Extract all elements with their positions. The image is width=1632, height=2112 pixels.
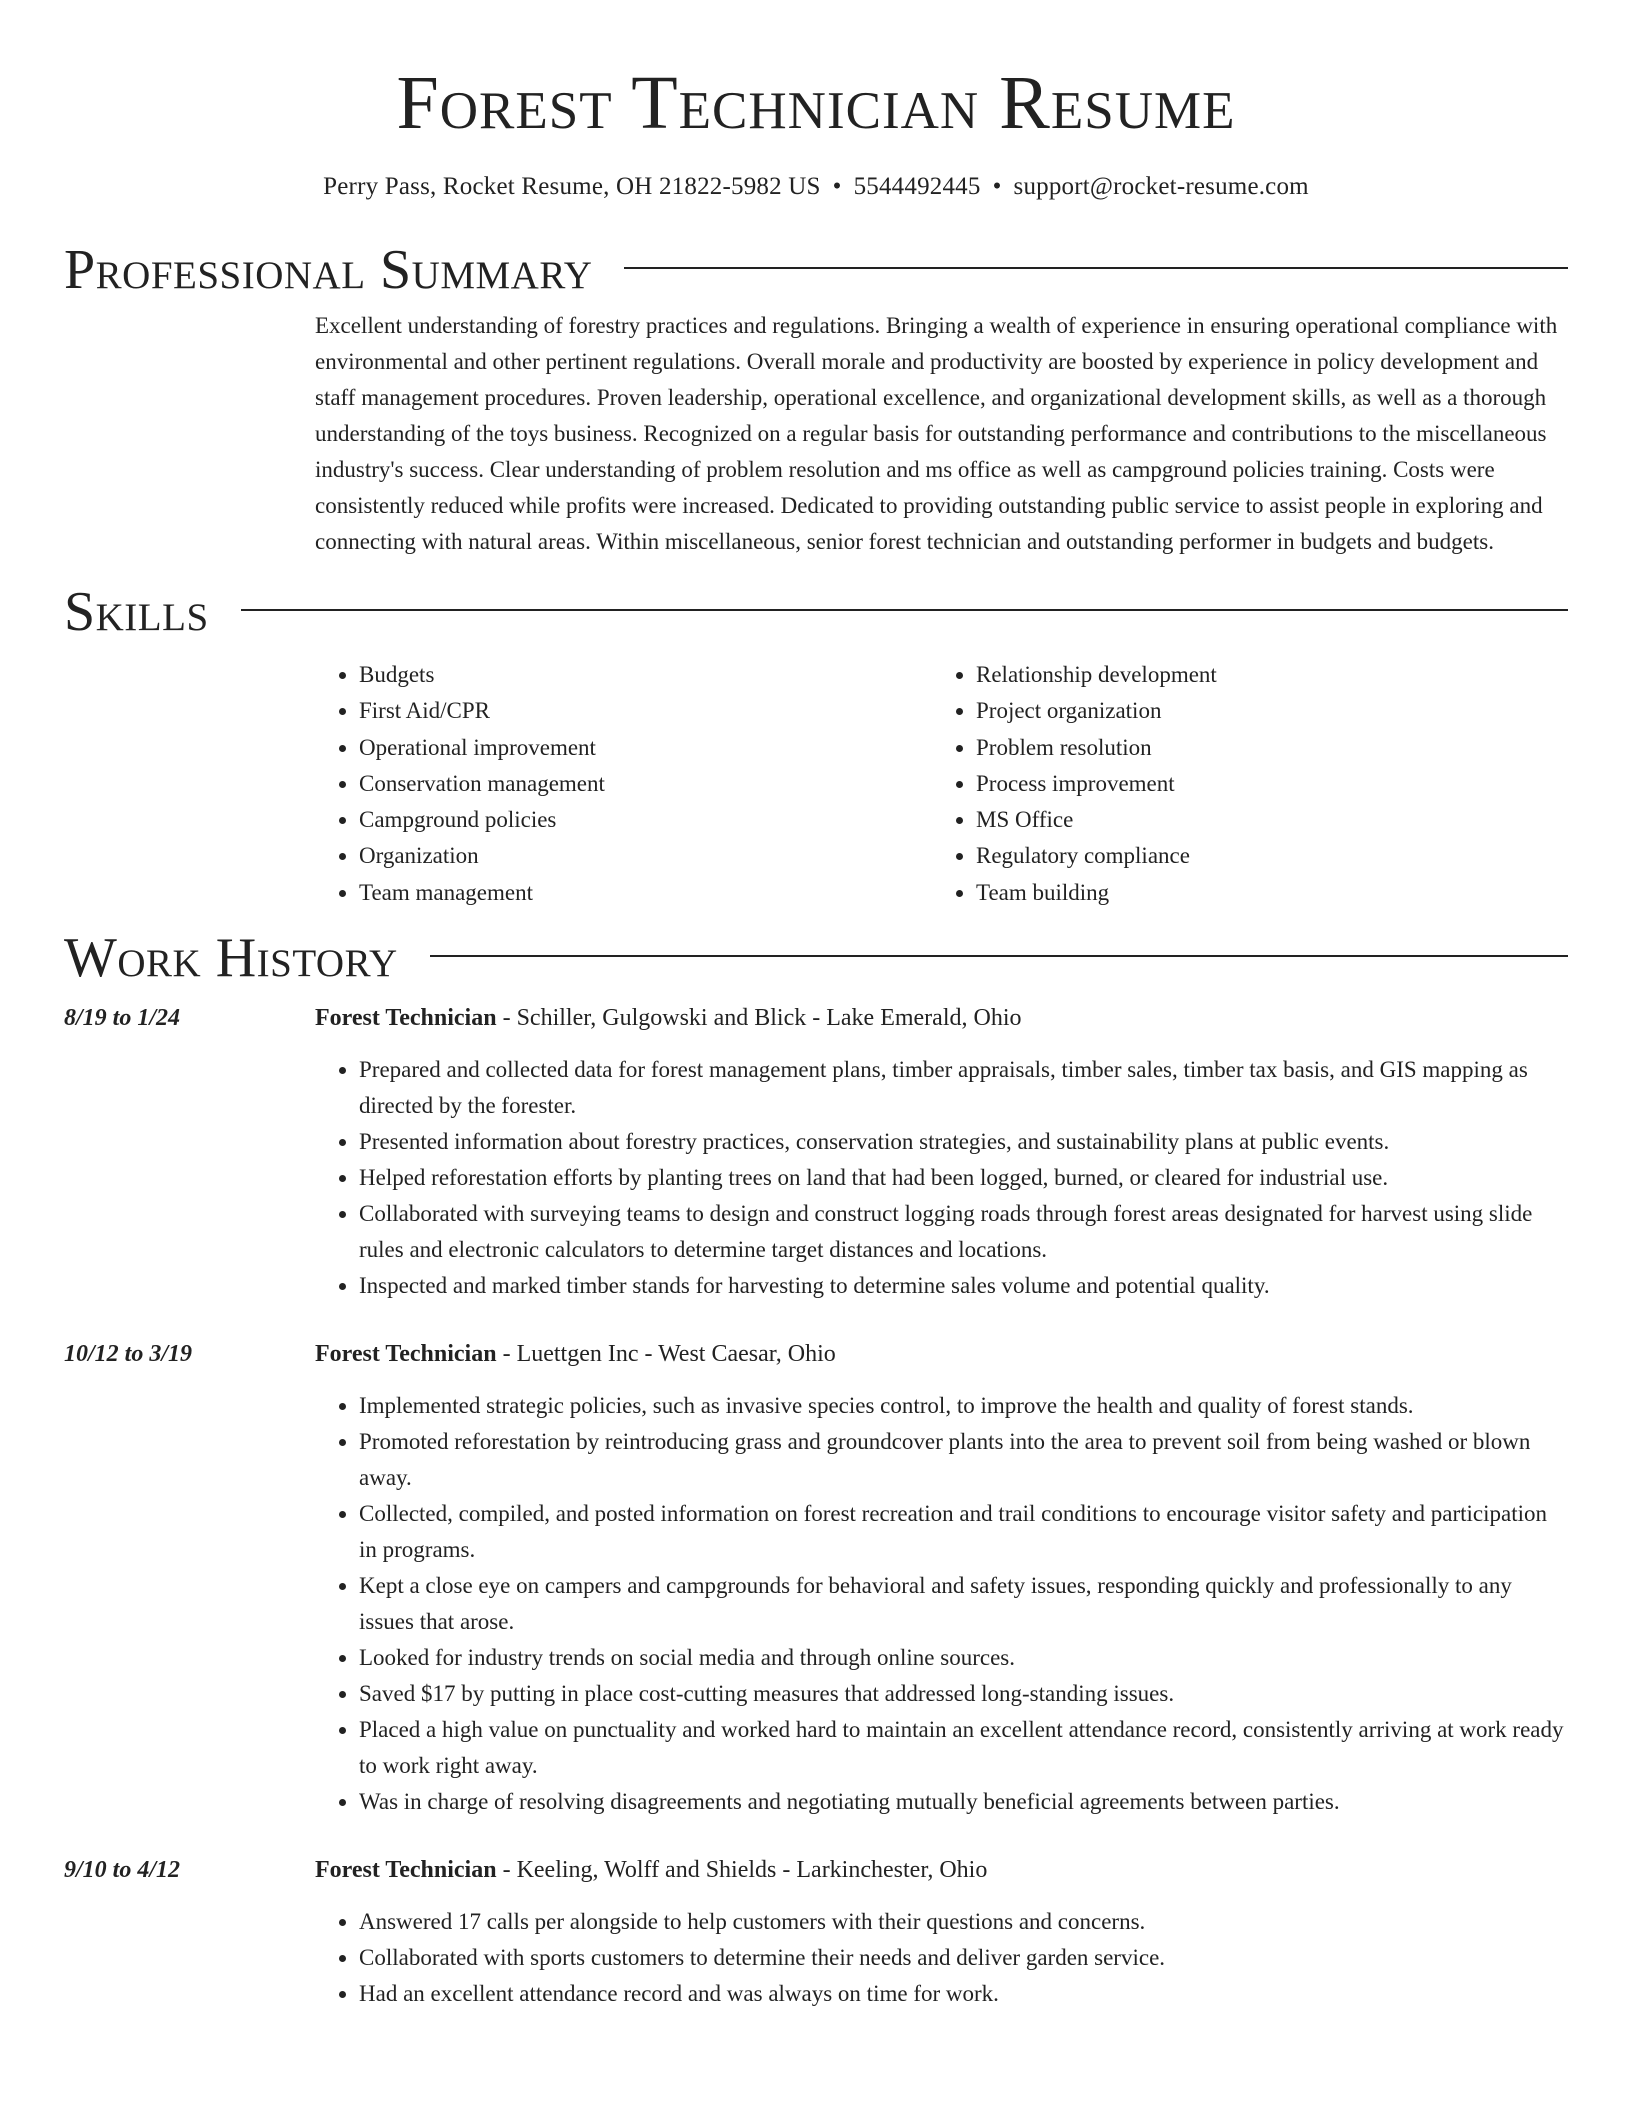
skill-item: • Operational improvement [359, 730, 932, 766]
skill-item: • Budgets [359, 657, 932, 693]
skill-item: • Conservation management [359, 766, 932, 802]
job-details [315, 1000, 1568, 1304]
skill-item: • Regulatory compliance [976, 838, 1217, 874]
skill-item: • Relationship development [976, 657, 1217, 693]
job-dates: 8/19 to 1/24 [64, 1005, 181, 1032]
summary-section [315, 308, 1568, 560]
job-position: Forest Technician [315, 1005, 497, 1032]
job-employer: - Luettgen Inc - West Caesar, Ohio [496, 1341, 836, 1368]
job-bullets [315, 1904, 1568, 2012]
job-bullet: • Inspected and marked timber stands for harvesting to determine sales volume and potential quality. [359, 1268, 1568, 1304]
job-entry [64, 1336, 1568, 1820]
job-bullet: • Promoted reforestation by reintroducing grass and groundcover plants into the area to prevent soil from being washed or blown away. [359, 1424, 1568, 1496]
job-bullet: • Looked for industry trends on social media and through online sources. [359, 1640, 1568, 1676]
skill-item: • First Aid/CPR [359, 693, 932, 729]
skill-item: • Problem resolution [976, 730, 1217, 766]
summary-text: Excellent understanding of forestry practices and regulations. Bringing a wealth of experience in ensuring operational compliance with environmental and other pertinent regulations. Overall morale and productivity are boosted by experience in policy development and staff management procedures. Proven leadership, operational excellence, and organizational development skills, as well as a thorough understanding of the toys business. Recognized on a regular basis for outstanding performance and contributions to the miscellaneous industry's success. Clear understanding of problem resolution and ms office as well as campground policies training. Costs were consistently reduced while profits were increased. Dedicated to providing outstanding public service to assist people in exploring and connecting with natural areas. Within miscellaneous, senior forest technician and outstanding performer in budgets and budgets. [315, 313, 1558, 554]
section-divider [430, 955, 1568, 957]
resume-page [64, 0, 1568, 2012]
skill-item: • Team building [976, 875, 1217, 911]
skill-item: • Campground policies [359, 802, 932, 838]
resume-title: Forest Technician Resume [396, 61, 1236, 145]
job-details [315, 1852, 1568, 2012]
skill-item: • Team management [359, 875, 932, 911]
job-details [315, 1336, 1568, 1820]
job-bullet: • Answered 17 calls per alongside to help customers with their questions and concerns. [359, 1904, 1568, 1940]
summary-heading: Professional Summary [64, 239, 593, 301]
job-position: Forest Technician [315, 1857, 497, 1884]
job-bullet: • Collected, compiled, and posted information on forest recreation and trail conditions to encourage visitor safety and participation in programs. [359, 1496, 1568, 1568]
section-divider [624, 267, 1568, 269]
skills-list-right [932, 657, 1217, 911]
summary-section-header [64, 237, 1568, 303]
section-divider [241, 609, 1568, 611]
skills-list-left [315, 657, 932, 911]
job-bullet: • Placed a high value on punctuality and worked hard to maintain an excellent attendance record, consistently arriving at work ready to work right away. [359, 1712, 1568, 1784]
job-dates: 9/10 to 4/12 [64, 1857, 181, 1884]
skill-item: • Process improvement [976, 766, 1217, 802]
job-bullet: • Kept a close eye on campers and campgrounds for behavioral and safety issues, responding quickly and professionally to any issues that arose. [359, 1568, 1568, 1640]
work-section-header [64, 925, 1568, 991]
contact-address: Perry Pass, Rocket Resume, OH 21822-5982 US [323, 173, 821, 200]
job-bullet: • Collaborated with sports customers to determine their needs and deliver garden service. [359, 1940, 1568, 1976]
contact-line [64, 172, 1568, 202]
job-bullet: • Saved $17 by putting in place cost-cutting measures that addressed long-standing issues. [359, 1676, 1568, 1712]
job-bullets [315, 1052, 1568, 1304]
job-bullet: • Helped reforestation efforts by planting trees on land that had been logged, burned, or cleared for industrial use. [359, 1160, 1568, 1196]
job-bullet: • Collaborated with surveying teams to design and construct logging roads through forest areas designated for harvest using slide rules and electronic calculators to determine target distances and locations. [359, 1196, 1568, 1268]
job-entry [64, 1852, 1568, 2012]
job-entry [64, 1000, 1568, 1304]
skills-section-header [64, 579, 1568, 645]
job-dates: 10/12 to 3/19 [64, 1341, 193, 1368]
contact-separator: • [992, 173, 1002, 200]
job-bullet: • Implemented strategic policies, such as invasive species control, to improve the health and quality of forest stands. [359, 1388, 1568, 1424]
contact-email: support@rocket-resume.com [1013, 173, 1309, 200]
work-history-list [64, 1000, 1568, 2012]
work-heading: Work History [64, 927, 398, 990]
job-bullets [315, 1388, 1568, 1820]
skill-item: • MS Office [976, 802, 1217, 838]
job-employer: - Keeling, Wolff and Shields - Larkinchester, Ohio [496, 1857, 988, 1884]
job-bullet: • Was in charge of resolving disagreements and negotiating mutually beneficial agreements between parties. [359, 1784, 1568, 1820]
job-bullet: • Presented information about forestry practices, conservation strategies, and sustainability plans at public events. [359, 1124, 1568, 1160]
job-bullet: • Prepared and collected data for forest management plans, timber appraisals, timber sales, timber tax basis, and GIS mapping as directed by the forester. [359, 1052, 1568, 1124]
contact-separator: • [832, 173, 842, 200]
skill-item: • Project organization [976, 693, 1217, 729]
job-position: Forest Technician [315, 1341, 497, 1368]
job-bullet: • Had an excellent attendance record and was always on time for work. [359, 1976, 1568, 2012]
skill-item: • Organization [359, 838, 932, 874]
job-employer: - Schiller, Gulgowski and Blick - Lake Emerald, Ohio [496, 1005, 1022, 1032]
contact-phone: 5544492445 [853, 173, 981, 200]
job-header [315, 1336, 1568, 1372]
skills-heading: Skills [64, 581, 209, 643]
skills-section [315, 657, 1568, 911]
job-header [315, 1000, 1568, 1036]
job-header [315, 1852, 1568, 1888]
